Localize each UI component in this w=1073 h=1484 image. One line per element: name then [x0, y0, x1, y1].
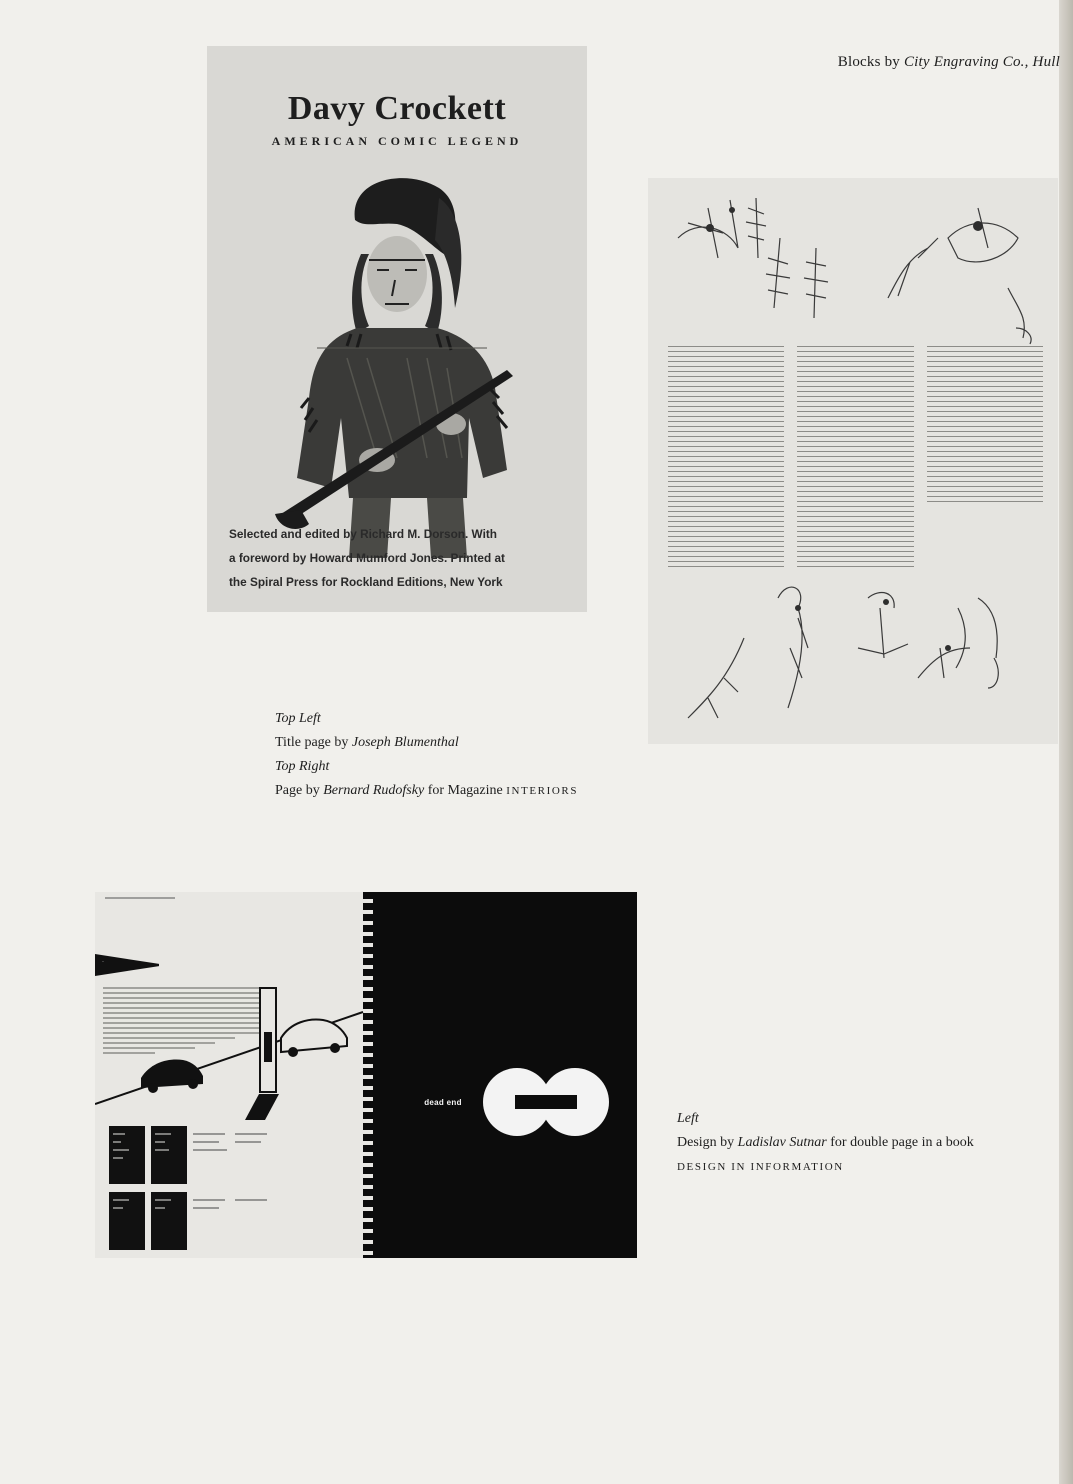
section-tab-label: · — [102, 959, 104, 965]
caption-text: Title page by — [275, 735, 352, 750]
left-caption — [677, 1107, 974, 1179]
colophon-line: a foreword by Howard Mumford Jones. Printed at — [229, 551, 505, 565]
designer-name: Bernard Rudofsky — [323, 783, 425, 798]
designer-name: Joseph Blumenthal — [351, 735, 459, 750]
caption-left — [677, 1131, 974, 1155]
publication-name: INTERIORS — [506, 785, 579, 797]
article-text-columns — [668, 346, 1043, 571]
caption-text: for double page in a book — [826, 1135, 974, 1150]
printer-credit — [760, 54, 1060, 71]
frontiersman-engraving — [257, 158, 537, 558]
colophon-line: the Spiral Press for Rockland Editions, New York — [229, 575, 503, 589]
book-title: Davy Crockett — [287, 90, 507, 127]
caption-top-left — [275, 731, 578, 755]
caption-heading-top-left: Top Left — [275, 711, 321, 726]
davy-crockett-title-page — [207, 46, 587, 612]
top-captions — [275, 707, 578, 803]
text-column — [927, 346, 1043, 504]
credit-prefix: Blocks by — [837, 54, 904, 70]
caption-text: Page by — [275, 783, 324, 798]
book-title-caption: DESIGN IN INFORMATION — [677, 1161, 844, 1173]
caption-text: for Magazine — [424, 783, 507, 798]
text-column — [797, 346, 913, 571]
book-subtitle: AMERICAN COMIC LEGEND — [271, 134, 523, 148]
caption-heading-left: Left — [677, 1111, 699, 1126]
caption-top-right — [275, 779, 578, 803]
caption-heading-top-right: Top Right — [275, 759, 330, 774]
credit-name: City Engraving Co., Hull — [903, 54, 1060, 70]
sutnar-diagram-art — [95, 892, 637, 1258]
dead-end-label: dead end — [424, 1098, 462, 1107]
interiors-magazine-page — [648, 178, 1058, 744]
caption-text: Design by — [677, 1135, 738, 1150]
text-column — [668, 346, 784, 571]
colophon-line: Selected and edited by Richard M. Dorson. With — [229, 527, 497, 541]
designer-name: Ladislav Sutnar — [737, 1135, 827, 1150]
title-page-colophon — [229, 522, 569, 594]
sutnar-double-page — [95, 892, 637, 1258]
page-edge-shadow — [1059, 0, 1073, 1484]
